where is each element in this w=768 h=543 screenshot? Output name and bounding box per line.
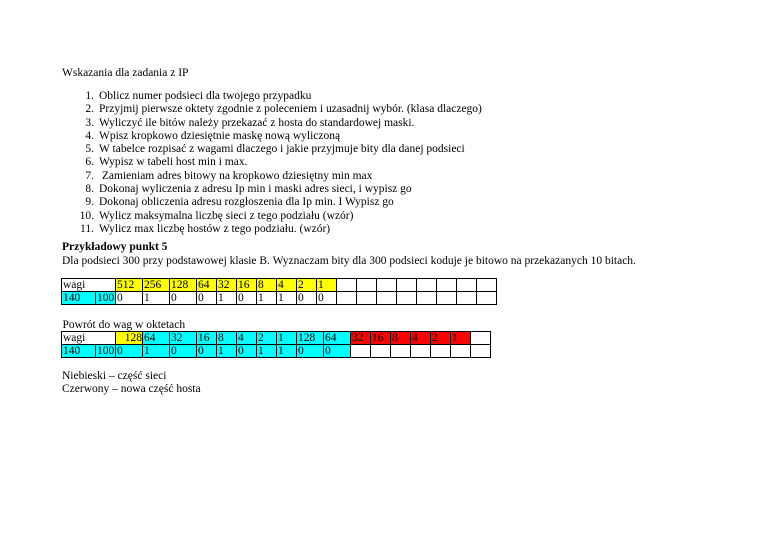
bit-cell: 0 (237, 292, 257, 305)
weight-cell: 1 (451, 332, 471, 345)
list-item (75, 184, 482, 197)
wagi-label: wagi (62, 332, 116, 345)
weight-cell: 2 (257, 332, 277, 345)
legend-host: Czerwony – nowa część hosta (62, 383, 201, 395)
bit-cell: 0 (116, 292, 143, 305)
empty-cell (477, 292, 497, 305)
bit-cell: 0 (197, 292, 217, 305)
example-description: Dla podsieci 300 przy podstawowej klasie B. Wyznaczam bity dla 300 podsieci koduje je bitowo na przekazanych 10 bitach. (62, 255, 636, 267)
empty-cell (351, 345, 371, 358)
list-number: 8. (85, 183, 94, 196)
bits-row (62, 292, 497, 305)
list-number: 5. (85, 143, 94, 156)
document-heading: Wskazania dla zadania z IP (62, 67, 189, 79)
bit-cell: 0 (324, 345, 351, 358)
bit-cell: 0 (297, 345, 324, 358)
list-number: 9. (85, 196, 94, 209)
bit-cell: 0 (197, 345, 217, 358)
bit-cell: 1 (217, 292, 237, 305)
caption-row (62, 319, 491, 332)
bit-cell: 1 (277, 345, 297, 358)
bit-cell: 0 (297, 292, 317, 305)
list-item (75, 197, 482, 210)
weight-cell: 256 (143, 279, 170, 292)
bit-cell: 0 (317, 292, 337, 305)
instruction-list (75, 91, 482, 237)
bit-cell: 0 (116, 345, 143, 358)
weight-cell: 1 (317, 279, 337, 292)
weight-cell: 8 (257, 279, 277, 292)
list-item (75, 171, 482, 184)
list-text: Wylicz max liczbę hostów z tego podziału. (wzór) (99, 222, 331, 235)
list-text: Wpisz kropkowo dziesiętnie maskę nową wyliczoną (99, 129, 341, 142)
list-item (75, 144, 482, 157)
weight-cell: 128 (116, 332, 143, 345)
list-item (75, 224, 482, 237)
weight-cell: 128 (170, 279, 197, 292)
weight-cell: 8 (217, 332, 237, 345)
empty-cell (457, 279, 477, 292)
list-item (75, 131, 482, 144)
list-text: W tabelce rozpisać z wagami dlaczego i jakie przyjmuje bity dla danej podsieci (99, 143, 465, 156)
empty-cell (417, 279, 437, 292)
empty-cell (471, 332, 491, 345)
wagi-label: wagi (62, 279, 116, 292)
weight-cell: 32 (217, 279, 237, 292)
list-text: Wylicz maksymalna liczbę sieci z tego podziału (wzór) (99, 209, 354, 222)
bit-cell: 1 (217, 345, 237, 358)
list-item (75, 157, 482, 170)
list-number: 10. (79, 209, 94, 222)
weight-cell: 32 (351, 332, 371, 345)
list-item (75, 104, 482, 117)
empty-cell (417, 292, 437, 305)
empty-cell (357, 292, 377, 305)
empty-cell (397, 292, 417, 305)
example-title: Przykładowy punkt 5 (62, 241, 168, 253)
list-number: 1. (85, 90, 94, 102)
weight-cell: 4 (411, 332, 431, 345)
weight-cell: 4 (237, 332, 257, 345)
weight-cell: 512 (116, 279, 143, 292)
empty-cell (437, 292, 457, 305)
empty-cell (371, 345, 391, 358)
empty-cell (457, 292, 477, 305)
empty-cell (477, 279, 497, 292)
list-text: Zamieniam adres bitowy na kropkowo dziesiętny min max (99, 169, 373, 182)
octet-cell: 100 (97, 345, 115, 357)
empty-cell (431, 345, 451, 358)
list-text: Wypisz w tabeli host min i max. (99, 156, 248, 169)
weight-cell: 1 (277, 332, 297, 345)
empty-cell (337, 279, 357, 292)
weight-cell: 8 (391, 332, 411, 345)
weights-row (62, 279, 497, 292)
list-item (75, 118, 482, 131)
list-number: 3. (85, 116, 94, 129)
empty-cell (437, 279, 457, 292)
bit-cell: 1 (277, 292, 297, 305)
list-text: Wyliczyć ile bitów należy przekazać z hosta do standardowej maski. (99, 116, 415, 129)
empty-cell (377, 279, 397, 292)
weight-cell: 32 (170, 332, 197, 345)
empty-cell (357, 279, 377, 292)
bit-cell: 1 (143, 292, 170, 305)
bit-cell: 1 (257, 292, 277, 305)
empty-cell (391, 345, 411, 358)
weight-cell: 128 (297, 332, 324, 345)
list-text: Dokonaj wyliczenia z adresu Ip min i maski adres sieci, i wypisz go (99, 183, 412, 196)
empty-cell (377, 292, 397, 305)
weight-cell: 16 (371, 332, 391, 345)
table-caption: Powrót do wag w oktetach (62, 319, 491, 332)
empty-cell (337, 292, 357, 305)
empty-cell (471, 345, 491, 358)
octet-cell: 140 (62, 292, 96, 305)
empty-cell (397, 279, 417, 292)
empty-cell (451, 345, 471, 358)
list-item (75, 211, 482, 224)
weight-cell: 64 (324, 332, 351, 345)
weights-row (62, 332, 491, 345)
bit-cell: 0 (237, 345, 257, 358)
octet-cell: 140 (62, 345, 96, 358)
weight-cell: 4 (277, 279, 297, 292)
weight-cell: 16 (237, 279, 257, 292)
empty-cell (411, 345, 431, 358)
list-number: 11. (80, 222, 94, 235)
octet-weights-table (61, 319, 491, 358)
list-text: Oblicz numer podsieci dla twojego przypadku (99, 90, 312, 102)
list-item (75, 91, 482, 104)
list-number: 7. (85, 169, 94, 182)
list-text: Przyjmij pierwsze oktety zgodnie z poleceniem i uzasadnij wybór. (klasa dlaczego) (99, 103, 482, 116)
bit-cell: 0 (170, 345, 197, 358)
bits-row (62, 345, 491, 358)
octet-cell: 100 (97, 292, 115, 304)
weight-cell: 2 (297, 279, 317, 292)
legend-network: Niebieski – część sieci (62, 370, 167, 382)
weight-cell: 64 (197, 279, 217, 292)
bit-weights-table (61, 278, 497, 305)
weight-cell: 2 (431, 332, 451, 345)
list-number: 4. (85, 129, 94, 142)
bit-cell: 1 (143, 345, 170, 358)
list-text: Dokonaj obliczenia adresu rozgłoszenia dla Ip min. I Wypisz go (99, 196, 394, 209)
bit-cell: 0 (170, 292, 197, 305)
weight-cell: 16 (197, 332, 217, 345)
list-number: 6. (85, 156, 94, 169)
weight-cell: 64 (143, 332, 170, 345)
list-number: 2. (85, 103, 94, 116)
bit-cell: 1 (257, 345, 277, 358)
